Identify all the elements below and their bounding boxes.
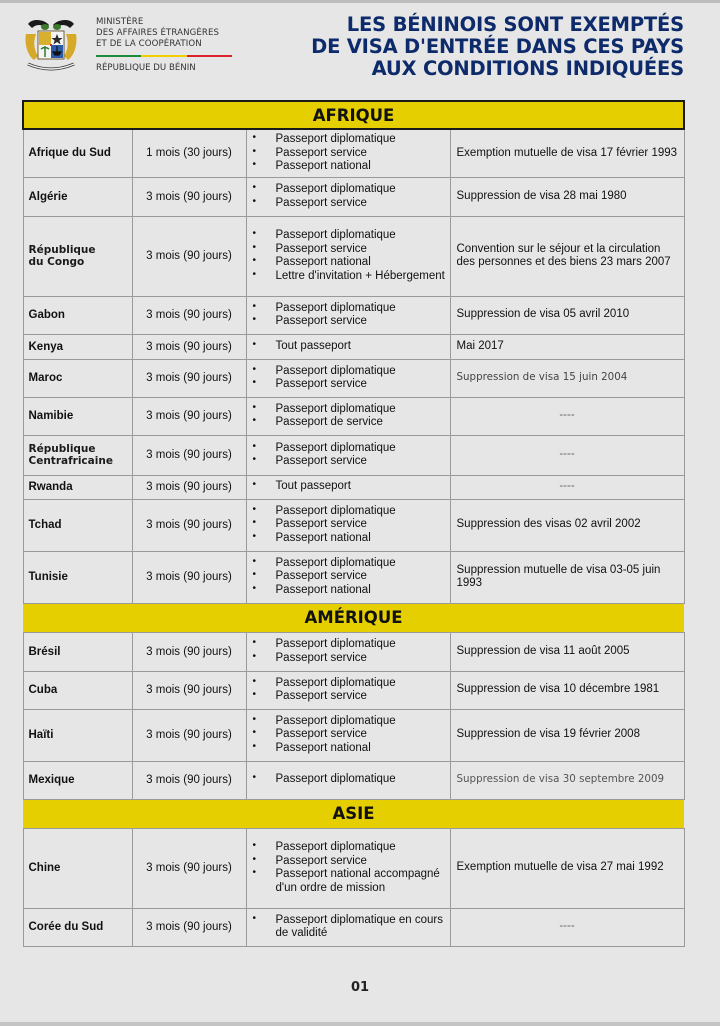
title-line-1: LES BÉNINOIS SONT EXEMPTÉS (346, 13, 684, 36)
passport-types-cell (246, 632, 450, 671)
agreement-remark-cell: Suppression de visa 15 juin 2004 (450, 359, 684, 397)
passport-list-item: • Passeport diplomatique (253, 229, 446, 243)
table-row (23, 216, 684, 296)
duration-cell: 1 mois (30 jours) (132, 129, 246, 177)
flag-stripe-yellow (141, 55, 186, 57)
passport-list-item: • Passeport diplomatique (253, 403, 446, 417)
passport-types-cell (246, 177, 450, 216)
passport-list (253, 442, 446, 469)
passport-types-cell (246, 828, 450, 908)
passport-list-item: • Passeport diplomatique (253, 365, 446, 379)
country-cell: République Centrafricaine (23, 435, 132, 475)
passport-list-item: • Passeport national (253, 160, 446, 174)
passport-list-item: • Passeport service (253, 652, 446, 666)
table-row (23, 475, 684, 499)
duration-cell: 3 mois (90 jours) (132, 334, 246, 359)
flag-stripe-red (187, 55, 232, 57)
agreement-remark-cell: ---- (450, 435, 684, 475)
passport-list (253, 638, 446, 665)
passport-list-item: • Passeport service (253, 570, 446, 584)
passport-list-item: • Passeport service (253, 690, 446, 704)
agreement-remark-cell: Suppression de visa 30 septembre 2009 (450, 761, 684, 799)
passport-list-item: • Passeport national (253, 584, 446, 598)
duration-cell: 3 mois (90 jours) (132, 499, 246, 551)
agreement-remark-cell: Exemption mutuelle de visa 27 mai 1992 (450, 828, 684, 908)
passport-list (253, 677, 446, 704)
country-cell: Namibie (23, 397, 132, 435)
passport-list-item: • Passeport service (253, 518, 446, 532)
passport-list-item: • Passeport service (253, 147, 446, 161)
passport-list-item: • Passeport national (253, 742, 446, 756)
passport-types-cell (246, 397, 450, 435)
passport-list (253, 229, 446, 283)
table-row (23, 129, 684, 177)
country-cell: Algérie (23, 177, 132, 216)
section-title: AFRIQUE (23, 101, 684, 129)
table-row (23, 435, 684, 475)
agreement-remark-cell: Suppression de visa 28 mai 1980 (450, 177, 684, 216)
passport-types-cell (246, 908, 450, 946)
agreement-remark-cell: Suppression des visas 02 avril 2002 (450, 499, 684, 551)
passport-list (253, 841, 446, 895)
visa-exemption-table (22, 100, 683, 947)
passport-types-cell (246, 216, 450, 296)
agreement-remark-cell: Suppression de visa 05 avril 2010 (450, 296, 684, 334)
agreement-remark-cell: Suppression de visa 19 février 2008 (450, 709, 684, 761)
flag-color-bar (96, 55, 232, 57)
passport-types-cell (246, 761, 450, 799)
duration-cell: 3 mois (90 jours) (132, 908, 246, 946)
duration-cell: 3 mois (90 jours) (132, 435, 246, 475)
table-row (23, 828, 684, 908)
duration-cell: 3 mois (90 jours) (132, 551, 246, 603)
passport-list-item: • Passeport diplomatique (253, 841, 446, 855)
passport-list (253, 914, 446, 941)
passport-list (253, 403, 446, 430)
passport-list (253, 715, 446, 756)
passport-types-cell (246, 296, 450, 334)
table-row (23, 334, 684, 359)
duration-cell: 3 mois (90 jours) (132, 761, 246, 799)
duration-cell: 3 mois (90 jours) (132, 296, 246, 334)
duration-cell: 3 mois (90 jours) (132, 632, 246, 671)
table-row (23, 296, 684, 334)
passport-list-item: • Passeport service (253, 243, 446, 257)
passport-types-cell (246, 435, 450, 475)
passport-types-cell (246, 709, 450, 761)
passport-list-item: • Tout passeport (253, 480, 446, 494)
title-line-3: AUX CONDITIONS INDIQUÉES (371, 57, 684, 80)
passport-list-item: • Passeport service (253, 315, 446, 329)
passport-types-cell (246, 499, 450, 551)
page-number: 01 (350, 980, 370, 995)
duration-cell: 3 mois (90 jours) (132, 709, 246, 761)
country-cell: Rwanda (23, 475, 132, 499)
passport-list-item: • Passeport national (253, 256, 446, 270)
page-title (311, 14, 684, 80)
country-cell: Mexique (23, 761, 132, 799)
passport-list-item: • Passeport service (253, 455, 446, 469)
duration-cell: 3 mois (90 jours) (132, 177, 246, 216)
passport-types-cell (246, 129, 450, 177)
passport-list-item: • Passeport national (253, 532, 446, 546)
passport-list-item: • Passeport diplomatique (253, 183, 446, 197)
country-cell: Corée du Sud (23, 908, 132, 946)
agreement-remark-cell: ---- (450, 475, 684, 499)
table-row (23, 632, 684, 671)
passport-list-item: • Passeport diplomatique (253, 677, 446, 691)
agreement-remark-cell: Suppression de visa 10 décembre 1981 (450, 671, 684, 709)
country-cell: Chine (23, 828, 132, 908)
passport-list (253, 365, 446, 392)
country-cell: Cuba (23, 671, 132, 709)
country-cell: Haïti (23, 709, 132, 761)
passport-list-item: • Tout passeport (253, 340, 446, 354)
country-cell: Kenya (23, 334, 132, 359)
page-header (0, 0, 720, 100)
agreement-remark-cell: Mai 2017 (450, 334, 684, 359)
duration-cell: 3 mois (90 jours) (132, 475, 246, 499)
passport-list-item: • Passeport diplomatique (253, 302, 446, 316)
table-row (23, 551, 684, 603)
section-header-row (23, 101, 684, 129)
agreement-remark-cell: Convention sur le séjour et la circulation des personnes et des biens 23 mars 2007 (450, 216, 684, 296)
country-cell: République du Congo (23, 216, 132, 296)
passport-list-item: • Passeport diplomatique (253, 133, 446, 147)
agreement-remark-cell: ---- (450, 397, 684, 435)
table-row (23, 709, 684, 761)
duration-cell: 3 mois (90 jours) (132, 828, 246, 908)
passport-list-item: • Passeport de service (253, 416, 446, 430)
passport-list-item: • Passeport diplomatique (253, 638, 446, 652)
country-cell: Afrique du Sud (23, 129, 132, 177)
passport-types-cell (246, 551, 450, 603)
passport-types-cell (246, 671, 450, 709)
passport-list-item: • Passeport service (253, 378, 446, 392)
table-row (23, 397, 684, 435)
table-row (23, 671, 684, 709)
duration-cell: 3 mois (90 jours) (132, 671, 246, 709)
passport-types-cell (246, 359, 450, 397)
table-row (23, 499, 684, 551)
passport-list-item: • Passeport diplomatique en cours de validité (253, 914, 446, 941)
passport-list (253, 183, 446, 210)
passport-list (253, 505, 446, 546)
passport-list (253, 340, 446, 354)
ministry-line-2: DES AFFAIRES ÉTRANGÈRES (96, 28, 220, 38)
agreement-remark-cell: Suppression de visa 11 août 2005 (450, 632, 684, 671)
passport-list-item: • Passeport service (253, 197, 446, 211)
section-title: AMÉRIQUE (23, 603, 684, 632)
ministry-line-3: ET DE LA COOPÉRATION (96, 39, 202, 49)
table-row (23, 908, 684, 946)
republic-name: RÉPUBLIQUE DU BÉNIN (96, 63, 196, 73)
passport-list-item: • Passeport service (253, 728, 446, 742)
table-row (23, 761, 684, 799)
agreement-remark-cell: Exemption mutuelle de visa 17 février 1993 (450, 129, 684, 177)
country-cell: Brésil (23, 632, 132, 671)
country-cell: Tunisie (23, 551, 132, 603)
agreement-remark-cell: Suppression mutuelle de visa 03-05 juin 1993 (450, 551, 684, 603)
page-bottom-edge (0, 1022, 720, 1026)
title-line-2: DE VISA D'ENTRÉE DANS CES PAYS (311, 35, 684, 58)
country-cell: Tchad (23, 499, 132, 551)
passport-list (253, 480, 446, 494)
country-cell: Maroc (23, 359, 132, 397)
section-header-row (23, 603, 684, 632)
benin-coat-of-arms-icon (22, 16, 80, 74)
passport-list (253, 557, 446, 598)
passport-list-item: • Passeport diplomatique (253, 557, 446, 571)
passport-types-cell (246, 334, 450, 359)
table-row (23, 177, 684, 216)
table-row (23, 359, 684, 397)
passport-list-item: • Lettre d'invitation + Hébergement (253, 270, 446, 284)
passport-list-item: • Passeport diplomatique (253, 715, 446, 729)
passport-types-cell (246, 475, 450, 499)
section-header-row (23, 799, 684, 828)
passport-list (253, 302, 446, 329)
duration-cell: 3 mois (90 jours) (132, 216, 246, 296)
passport-list-item: • Passeport national accompagné d'un ordre de mission (253, 868, 446, 895)
agreement-remark-cell: ---- (450, 908, 684, 946)
passport-list-item: • Passeport diplomatique (253, 505, 446, 519)
passport-list-item: • Passeport diplomatique (253, 773, 446, 787)
ministry-name (96, 17, 219, 50)
country-cell: Gabon (23, 296, 132, 334)
passport-list (253, 773, 446, 787)
flag-stripe-green (96, 55, 141, 57)
passport-list (253, 133, 446, 174)
duration-cell: 3 mois (90 jours) (132, 359, 246, 397)
section-title: ASIE (23, 799, 684, 828)
duration-cell: 3 mois (90 jours) (132, 397, 246, 435)
passport-list-item: • Passeport diplomatique (253, 442, 446, 456)
passport-list-item: • Passeport service (253, 855, 446, 869)
ministry-line-1: MINISTÈRE (96, 17, 144, 27)
